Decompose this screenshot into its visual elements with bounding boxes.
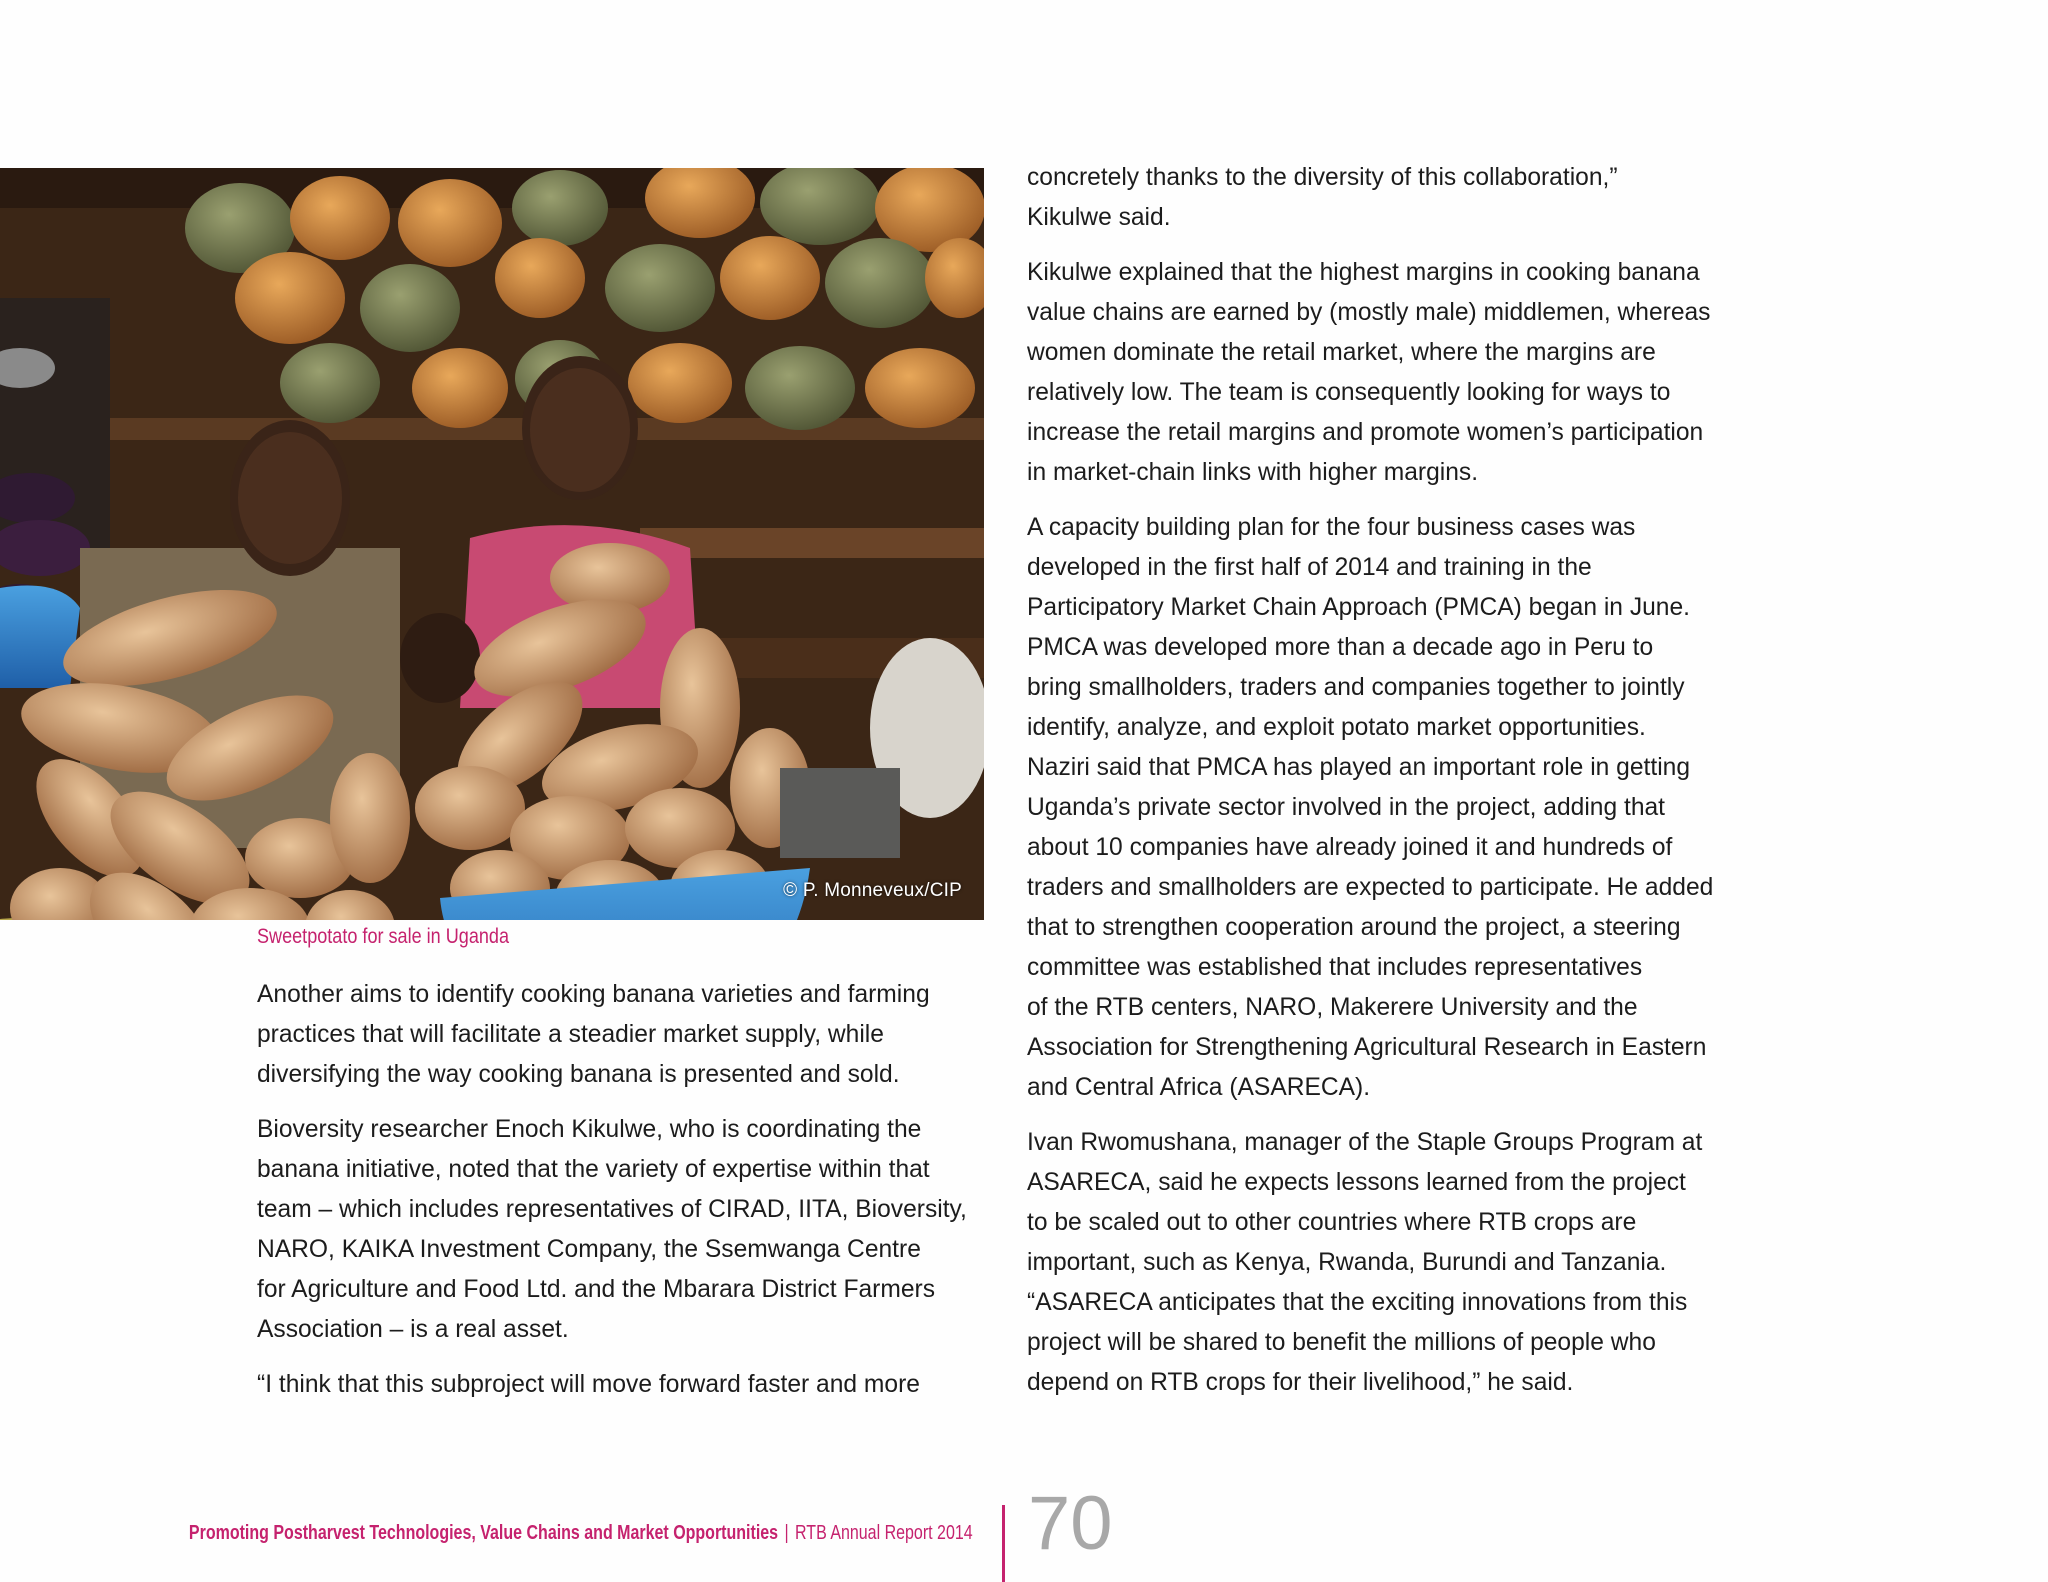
paragraph: A capacity building plan for the four business cases was developed in the first half of 2014 and training in the Participatory Market Chain Approach (PMCA) began in June. PMCA was developed more than a decade ago in Peru to bring smallholders, traders and companies together to jointly identify, analyze, and exploit potato market opportunities. Naziri said that PMCA has played an important role in getting Uganda’s private sector involved in the project, adding that about 10 companies have already joined it and hundreds of traders and smallholders are expected to participate. He added that to strengthen cooperation around the project, a steering committee was established that includes representatives of the RTB centers, NARO, Makerere University and the Association for Strengthening Agricultural Research in Eastern and Central Africa (ASARECA). xyxy=(1027,514,1714,1101)
right-text-column xyxy=(1027,158,1767,1418)
paragraph: “I think that this subproject will move forward faster and more xyxy=(257,1371,920,1398)
footer-divider xyxy=(1002,1505,1005,1582)
sweetpotato-photo xyxy=(0,168,984,920)
left-text-column xyxy=(257,975,977,1420)
market-stall-image xyxy=(0,168,984,920)
paragraph: Ivan Rwomushana, manager of the Staple Groups Program at ASARECA, said he expects lessons learned from the project to be scaled out to other countries where RTB crops are important, such as Kenya, Rwanda, Burundi and Tanzania. “ASARECA anticipates that the exciting innovations from this project will be shared to benefit the millions of people who depend on RTB crops for their livelihood,” he said. xyxy=(1027,1129,1703,1396)
paragraph: concretely thanks to the diversity of this collaboration,” Kikulwe said. xyxy=(1027,164,1618,231)
footer-running-title xyxy=(189,1522,973,1545)
photo-credit: © P. Monneveux/CIP xyxy=(783,880,962,901)
paragraph: Another aims to identify cooking banana varieties and farming practices that will facilitate a steadier market supply, while diversifying the way cooking banana is presented and sold. xyxy=(257,981,930,1088)
paragraph: Kikulwe explained that the highest margins in cooking banana value chains are earned by (mostly male) middlemen, whereas women dominate the retail market, where the margins are relatively low. The team is consequently looking for ways to increase the retail margins and promote women’s participation in market-chain links with higher margins. xyxy=(1027,259,1711,486)
footer-section-title: Promoting Postharvest Technologies, Value Chains and Market Opportunities xyxy=(189,1522,779,1544)
photo-caption: Sweetpotato for sale in Uganda xyxy=(257,925,510,948)
footer-separator: | xyxy=(784,1522,789,1544)
footer-report-name: RTB Annual Report 2014 xyxy=(795,1522,973,1544)
paragraph: Bioversity researcher Enoch Kikulwe, who is coordinating the banana initiative, noted that the variety of expertise within that team – which includes representatives of CIRAD, IITA, Bioversity, NARO, KAIKA Investment Company, the Ssemwanga Centre for Agriculture and Food Ltd. and the Mbarara District Farmers Association – is a real asset. xyxy=(257,1116,967,1343)
page-number: 70 xyxy=(1028,1481,1113,1566)
